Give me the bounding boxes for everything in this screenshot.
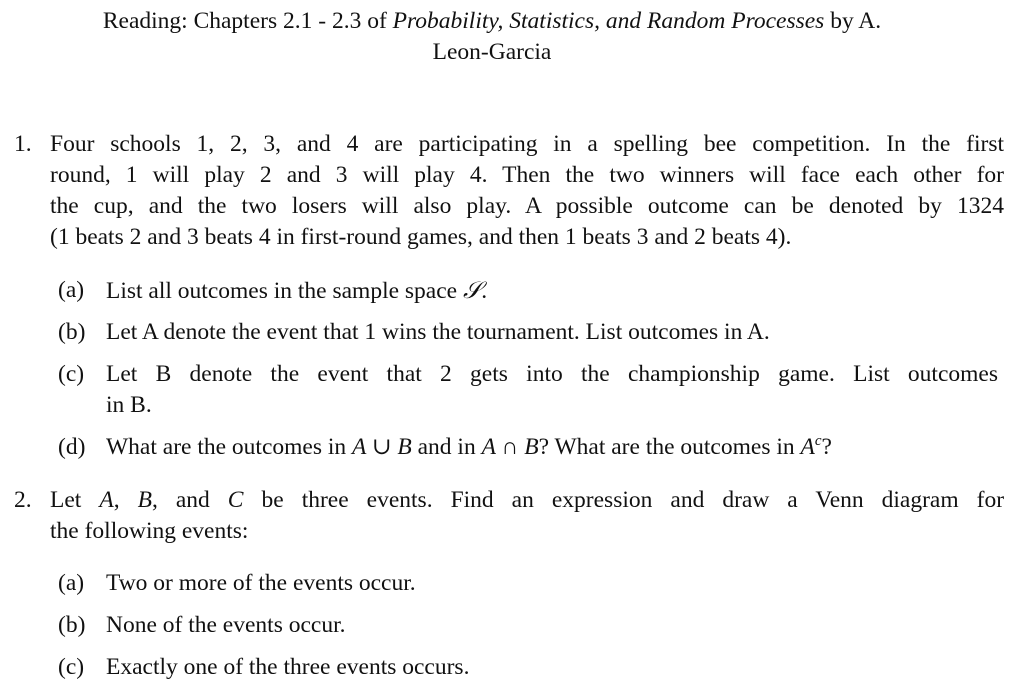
complement-base: A [800,434,815,460]
reading-prefix: Reading: Chapters 2.1 - 2.3 of [102,8,387,34]
part-label: (d) [58,434,86,460]
event-c: C [227,487,244,513]
problem-1-part-c [58,359,998,421]
problem-1-line: Four schools 1, 2, 3, and 4 are participating in a spelling bee competition. In the first [50,131,1004,157]
author-name: Leon-Garcia [432,39,552,65]
part-text: in B. [106,392,152,418]
event-a: A [99,487,114,513]
problem-2 [14,485,1004,547]
part-label: (a) [58,570,85,596]
line-text: Let [50,487,82,513]
problem-2-part-a [58,568,998,599]
reading-suffix: by A. [830,8,882,34]
problem-1-part-b [58,317,998,348]
problem-1-part-d [58,432,998,463]
part-text: Exactly one of the three events occurs. [106,654,470,680]
part-label: (c) [58,654,85,680]
part-text: Two or more of the events occur. [106,570,416,596]
problem-2-line [50,485,1004,516]
line-text: be three events. Find an expression and draw a Venn diagram for [261,487,1005,513]
union-expression: A ∪ B [352,434,412,460]
part-text: None of the events occur. [106,612,346,638]
complement-expression [801,434,822,460]
part-text: What are the outcomes in [106,434,347,460]
book-title: Probability, Statistics, and Random Processes [392,8,825,34]
part-text: Let B denote the event that 2 gets into the championship game. List outcomes [106,361,998,387]
separator: , and [151,487,210,513]
problem-2-part-c [58,652,998,683]
problem-number: 2. [14,487,32,513]
part-label: (b) [58,612,86,638]
problem-number: 1. [14,131,32,157]
problem-1-line: the cup, and the two losers will also play. A possible outcome can be denoted by 1324 [50,193,1004,219]
part-label: (c) [58,361,85,387]
part-label: (a) [58,277,85,303]
problem-2-statement [50,485,1004,547]
problem-1-line: (1 beats 2 and 3 beats 4 in first-round games, and then 1 beats 3 and 2 beats 4). [50,224,792,250]
part-text: List all outcomes in the sample space [106,278,458,304]
part-text: Let A denote the event that 1 wins the tournament. List outcomes in A. [106,319,770,345]
reading-assignment [20,6,964,68]
part-label: (b) [58,319,86,345]
part-text: ? What are the outcomes in [538,434,795,460]
complement-superscript: c [814,433,822,450]
sample-space-symbol: 𝒮 [462,276,482,304]
problem-2-line: the following events: [50,518,249,544]
part-end: ? [821,434,832,460]
problem-1-part-a [58,275,998,307]
problem-1 [14,129,1004,253]
separator: , [113,487,120,513]
event-b: B [137,487,152,513]
problem-1-statement [50,129,1004,253]
problem-2-part-b [58,610,998,641]
problem-1-line: round, 1 will play 2 and 3 will play 4. Then the two winners will face each other for [50,162,1004,188]
part-end: . [481,278,488,304]
part-text: and in [417,434,476,460]
intersection-expression: A ∩ B [481,434,539,460]
